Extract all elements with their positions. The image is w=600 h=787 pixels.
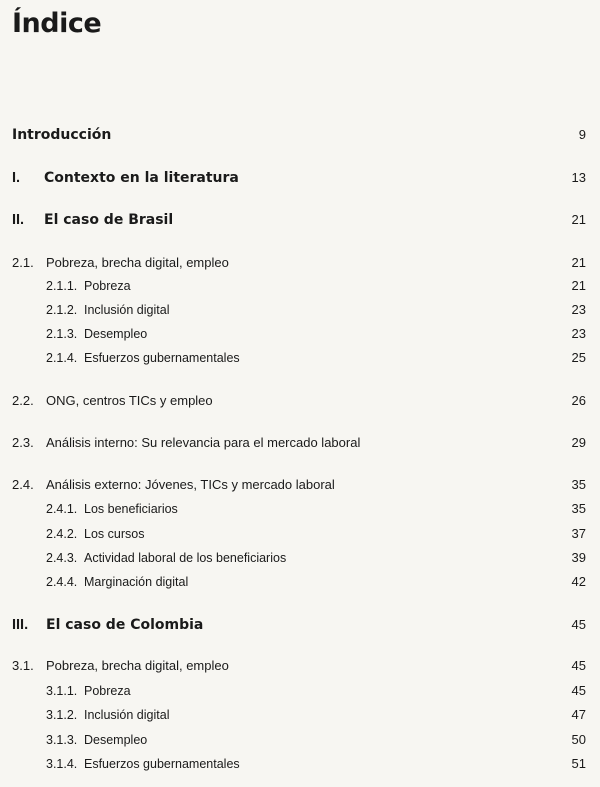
toc-entry-label: Marginación digital: [84, 575, 189, 589]
toc-entry: [0, 547, 600, 569]
toc-entry-label: Esfuerzos gubernamentales: [84, 351, 240, 365]
toc-entry-number: 2.3.: [12, 435, 34, 450]
toc-entry-number: 3.1.1.: [46, 684, 78, 698]
toc-entry-label: Inclusión digital: [84, 303, 170, 317]
toc-entry: [0, 753, 600, 775]
toc-entry-number: 2.1.: [12, 255, 34, 270]
toc-entry-number: 2.1.2.: [46, 303, 78, 317]
toc-entry: [0, 323, 600, 345]
toc-entry-number: 2.4.2.: [46, 527, 78, 541]
toc-entry-number: I.: [12, 170, 21, 186]
toc-entry-page: 21: [571, 278, 586, 293]
toc-entry-page: 9: [578, 127, 586, 142]
toc-entry-label: Contexto en la literatura: [44, 170, 239, 186]
toc-entry-page: 21: [571, 255, 586, 270]
toc-entry-number: 2.2.: [12, 393, 34, 408]
toc-entry-page: 26: [571, 393, 586, 408]
toc-entry: [0, 299, 600, 321]
toc-entry-page: 37: [571, 526, 586, 541]
toc-entry: [0, 498, 600, 520]
toc-entry: [0, 209, 600, 231]
toc-entry-page: 51: [571, 756, 586, 771]
toc-entry-page: 29: [571, 435, 586, 450]
toc-entry-number: 3.1.4.: [46, 757, 78, 771]
toc-entry-page: 23: [571, 302, 586, 317]
toc-entry-label: Desempleo: [84, 327, 148, 341]
toc-entry-label: Análisis externo: Jóvenes, TICs y mercado laboral: [46, 477, 335, 492]
toc-entry: [0, 729, 600, 751]
toc-entry-page: 45: [571, 658, 586, 673]
page-title: Índice: [12, 8, 102, 39]
toc-entry-label: Inclusión digital: [84, 708, 170, 722]
toc-entry-page: 23: [571, 326, 586, 341]
toc-entry: [0, 523, 600, 545]
toc-entry: [0, 167, 600, 189]
toc-entry-label: Pobreza, brecha digital, empleo: [46, 255, 229, 270]
toc-entry-label: Los cursos: [84, 527, 145, 541]
toc-entry-label: El caso de Brasil: [44, 212, 174, 228]
toc-entry: [0, 432, 600, 454]
toc-entry-label: Introducción: [12, 127, 112, 143]
toc-entry: [0, 390, 600, 412]
toc-entry-page: 13: [571, 170, 586, 185]
toc-entry-number: III.: [12, 617, 29, 633]
toc-entry-label: Desempleo: [84, 733, 148, 747]
toc-entry-page: 50: [571, 732, 586, 747]
toc-entry-label: Esfuerzos gubernamentales: [84, 757, 240, 771]
toc-entry-label: Pobreza: [84, 684, 131, 698]
toc-entry-label: Pobreza, brecha digital, empleo: [46, 658, 229, 673]
toc-entry-label: Los beneficiarios: [84, 502, 178, 516]
toc-entry-number: 2.4.: [12, 477, 34, 492]
toc-entry: [0, 655, 600, 677]
toc-entry-label: Pobreza: [84, 279, 131, 293]
toc-entry: [0, 704, 600, 726]
toc-entry-page: 35: [571, 477, 586, 492]
toc-entry: [0, 680, 600, 702]
toc-entry-number: 2.1.3.: [46, 327, 78, 341]
toc-entry-number: 2.4.3.: [46, 551, 78, 565]
toc-entry-number: 3.1.2.: [46, 708, 78, 722]
toc-entry-number: 2.4.1.: [46, 502, 78, 516]
toc-entry: [0, 124, 600, 146]
toc-entry: [0, 571, 600, 593]
toc-entry-page: 35: [571, 501, 586, 516]
toc-entry: [0, 252, 600, 274]
toc-entry-number: 3.1.3.: [46, 733, 78, 747]
toc-entry-number: II.: [12, 212, 25, 228]
toc-entry-label: ONG, centros TICs y empleo: [46, 393, 213, 408]
toc-entry-number: 2.1.1.: [46, 279, 78, 293]
toc-entry: [0, 347, 600, 369]
toc-entry-page: 45: [571, 683, 586, 698]
toc-entry-page: 25: [571, 350, 586, 365]
toc-entry-number: 2.1.4.: [46, 351, 78, 365]
toc-entry-number: 2.4.4.: [46, 575, 78, 589]
toc-entry-page: 45: [571, 617, 586, 632]
toc-entry-number: 3.1.: [12, 658, 34, 673]
toc-entry-label: Actividad laboral de los beneficiarios: [84, 551, 287, 565]
toc-entry: [0, 614, 600, 636]
toc-entry: [0, 474, 600, 496]
toc-entry: [0, 275, 600, 297]
toc-entry-page: 42: [571, 574, 586, 589]
toc-entry-page: 47: [571, 707, 586, 722]
toc-entry-page: 21: [571, 212, 586, 227]
toc-entry-label: Análisis interno: Su relevancia para el mercado laboral: [46, 435, 361, 450]
toc-entry-page: 39: [571, 550, 586, 565]
toc-entry-label: El caso de Colombia: [46, 617, 204, 633]
